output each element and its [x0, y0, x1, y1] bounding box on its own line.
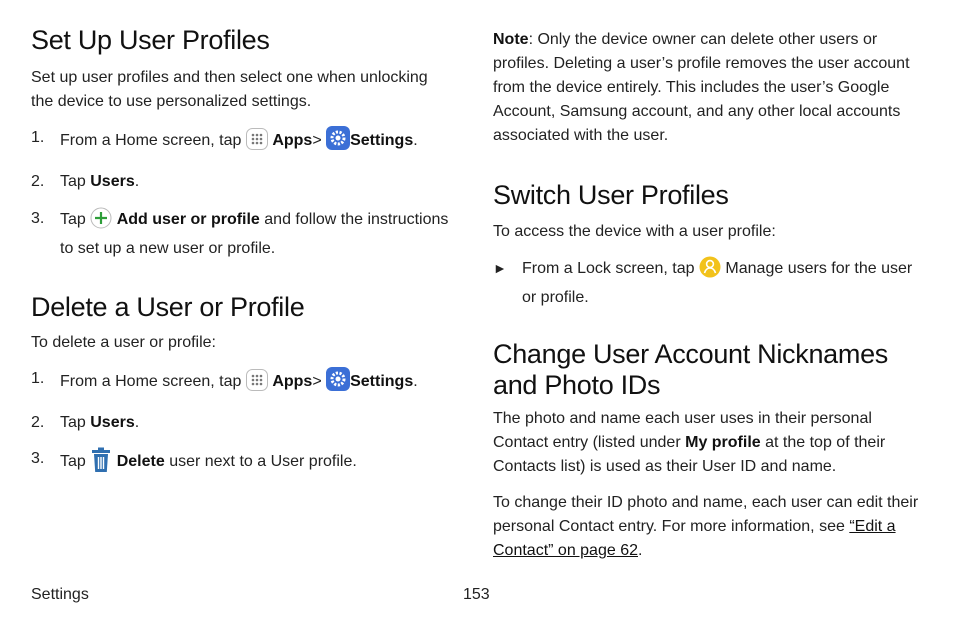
setup-step-1: 1. From a Home screen, tap Apps> Settings.: [31, 126, 451, 158]
delete-step-1: 1. From a Home screen, tap Apps> Settings.: [31, 367, 451, 399]
setup-title: Set Up User Profiles: [31, 25, 270, 55]
change-title: Change User Account Nicknames and Photo IDs: [493, 339, 888, 400]
setup-intro: Set up user profiles and then select one when unlocking the device to use personalized settings.: [31, 69, 428, 110]
switch-title: Switch User Profiles: [493, 180, 729, 210]
switch-bullet-item: ► From a Lock screen, tap Manage users for the user or profile.: [493, 256, 923, 310]
delete-step-2: 2. Tap Users.: [31, 414, 140, 431]
delete-step-3: 3. Tap Delete user next to a User profile.: [31, 447, 451, 481]
delete-title: Delete a User or Profile: [31, 292, 305, 322]
right-column: [493, 28, 923, 563]
footer-section: Settings: [31, 586, 89, 603]
change-paragraph-1: The photo and name each user uses in their personal Contact entry (listed under My profile at the top of their Contacts list) is used as their User ID and name.: [493, 410, 886, 475]
setup-step-2: 2. Tap Users.: [31, 173, 140, 190]
apps-icon: [246, 369, 268, 399]
bullet-arrow-icon: ►: [493, 260, 507, 276]
note-paragraph: Note: Only the device owner can delete other users or profiles. Deleting a user’s profile removes the user account from the device entirely. This includes the user’s Google Account, Samsung account, and any other local accounts associated with the user.: [493, 31, 910, 144]
trash-icon: [90, 447, 112, 481]
switch-intro: To access the device with a user profile:: [493, 223, 776, 240]
user-icon: [699, 256, 721, 286]
change-paragraph-2: To change their ID photo and name, each user can edit their personal Contact entry. For more information, see “Edit a Contact” on page 62.: [493, 494, 919, 559]
setup-step-3: 3. Tap Add user or profile and follow the instructions to set up a new user or profile.: [31, 207, 451, 261]
settings-gear-icon: [326, 126, 350, 158]
delete-intro: To delete a user or profile:: [31, 334, 216, 351]
settings-gear-icon: [326, 367, 350, 399]
page-number: 153: [463, 586, 490, 603]
left-column: [31, 24, 451, 481]
edit-contact-link[interactable]: “Edit a Contact” on page 62: [493, 518, 896, 559]
apps-icon: [246, 128, 268, 158]
add-icon: [90, 207, 112, 237]
